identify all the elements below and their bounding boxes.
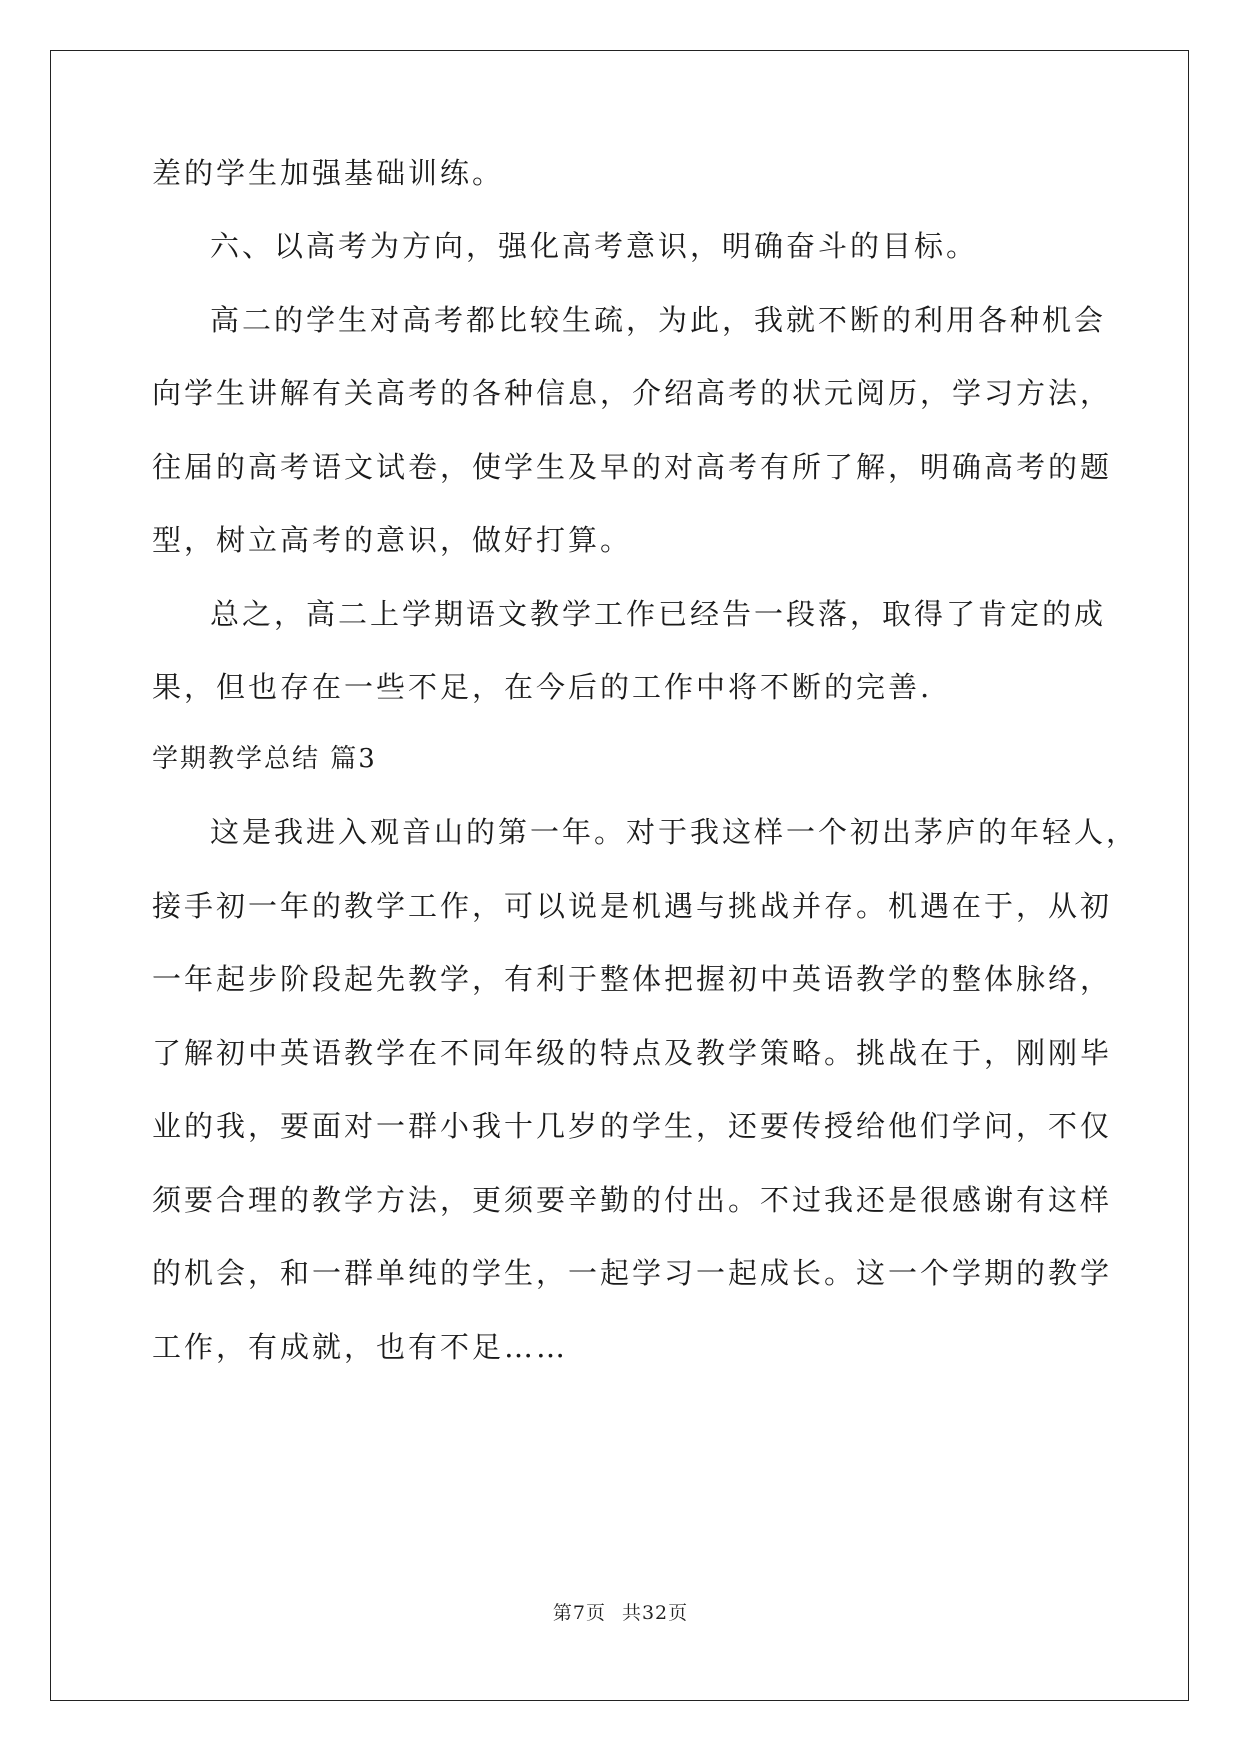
section-heading: 六、以高考为方向，强化高考意识，明确奋斗的目标。 (210, 229, 979, 263)
paragraph-line: 的机会，和一群单纯的学生，一起学习一起成长。这一个学期的教学 (152, 1256, 1113, 1290)
paragraph-line: 须要合理的教学方法，更须要辛勤的付出。不过我还是很感谢有这样 (152, 1183, 1113, 1217)
page-total: 共32页 (621, 1602, 689, 1624)
article-title: 学期教学总结 篇3 (152, 744, 377, 774)
paragraph-line: 工作，有成就，也有不足…… (152, 1330, 569, 1364)
paragraph-line: 业的我，要面对一群小我十几岁的学生，还要传授给他们学问，不仅 (152, 1109, 1113, 1143)
paragraph-line: 型，树立高考的意识，做好打算。 (152, 523, 633, 557)
paragraph-line: 向学生讲解有关高考的各种信息，介绍高考的状元阅历，学习方法， (152, 376, 1113, 410)
paragraph-line: 了解初中英语教学在不同年级的特点及教学策略。挑战在于，刚刚毕 (152, 1036, 1113, 1070)
paragraph-line: 一年起步阶段起先教学，有利于整体把握初中英语教学的整体脉络， (152, 962, 1113, 996)
paragraph-line: 接手初一年的教学工作，可以说是机遇与挑战并存。机遇在于，从初 (152, 889, 1113, 923)
page-footer (0, 1598, 1241, 1625)
page-border (50, 50, 1189, 1701)
paragraph-line: 果，但也存在一些不足，在今后的工作中将不断的完善. (152, 670, 933, 704)
paragraph-line: 差的学生加强基础训练。 (152, 156, 505, 190)
paragraph-line: 这是我进入观音山的第一年。对于我这样一个初出茅庐的年轻人， (210, 815, 1139, 849)
page-number: 第7页 (552, 1602, 606, 1624)
paragraph-line: 往届的高考语文试卷，使学生及早的对高考有所了解，明确高考的题 (152, 450, 1113, 484)
paragraph-line: 总之，高二上学期语文教学工作已经告一段落，取得了肯定的成 (210, 597, 1107, 631)
paragraph-line: 高二的学生对高考都比较生疏，为此，我就不断的利用各种机会 (210, 303, 1107, 337)
